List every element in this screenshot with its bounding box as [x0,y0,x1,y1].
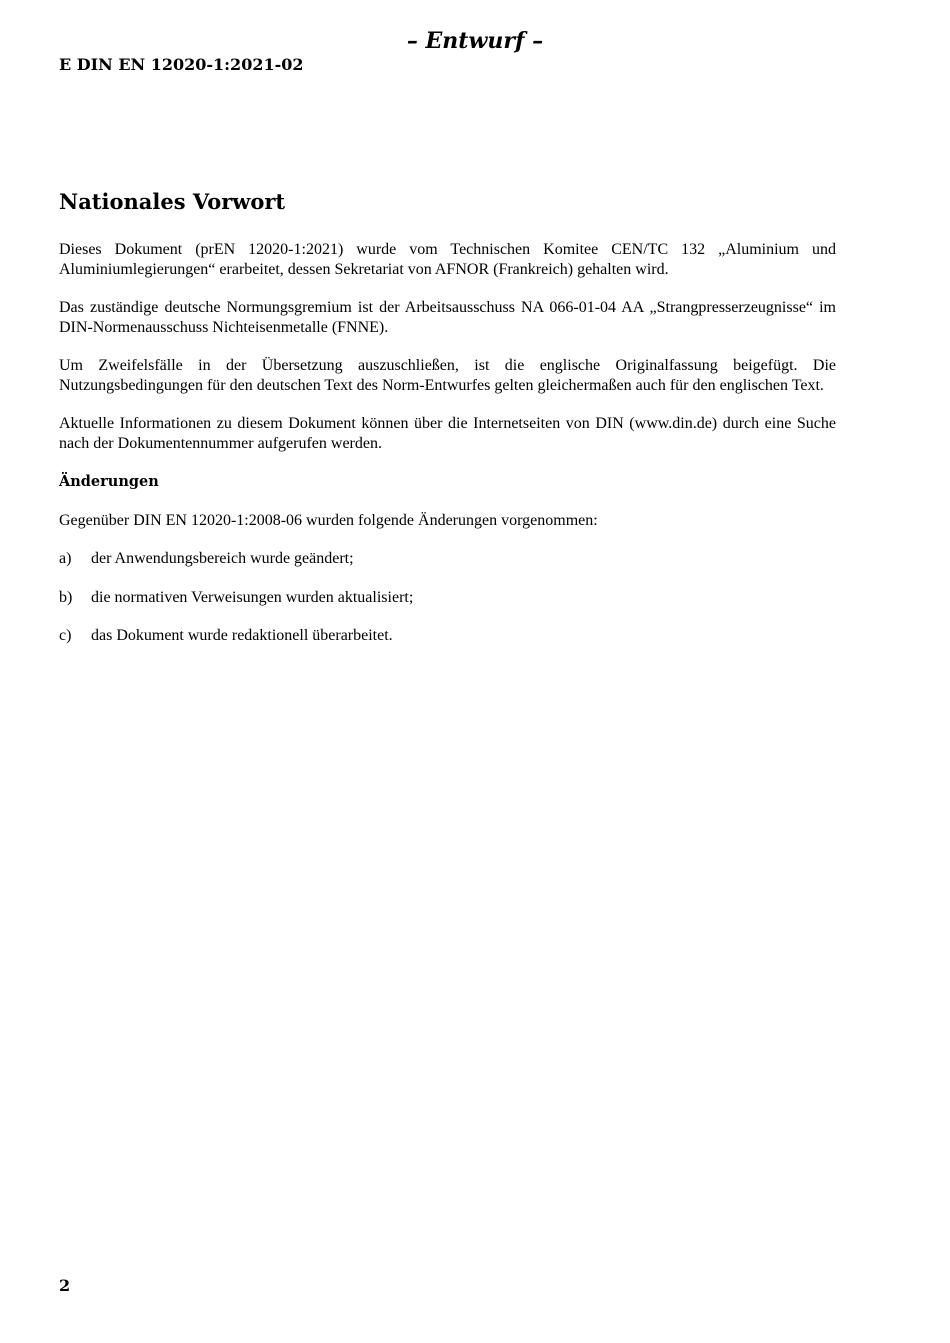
list-item-text: die normativen Verweisungen wurden aktualisiert; [91,588,414,606]
document-id: E DIN EN 12020-1:2021-02 [59,55,304,74]
list-item [59,549,836,569]
list-item-text: das Dokument wurde redaktionell überarbeitet. [91,627,393,644]
changes-title: Änderungen [59,473,159,490]
paragraph-committee: Das zuständige deutsche Normungsgremium ist der Arbeitsausschuss NA 066-01-04 AA „Strangpresserzeugnisse“ im DIN-Normenausschuss Nichteisenmetalle (FNNE). [59,299,836,336]
section-title: Nationales Vorwort [59,189,286,214]
list-marker: c) [59,627,72,644]
list-marker: a) [59,550,72,567]
list-marker: b) [59,588,73,606]
paragraph-translation: Um Zweifelsfälle in der Übersetzung auszuschließen, ist die englische Originalfassung beigefügt. Die Nutzungsbedingungen für den deutschen Text des Norm-Entwurfes gelten gleichermaßen auch für den englischen Text. [59,357,836,394]
paragraph-information: Aktuelle Informationen zu diesem Dokument können über die Internetseiten von DIN (www.din.de) durch eine Suche nach der Dokumentennummer aufgerufen werden. [59,415,836,452]
changes-intro: Gegenüber DIN EN 12020-1:2008-06 wurden folgende Änderungen vorgenommen: [59,511,598,529]
changes-list [59,549,836,646]
list-item [59,588,836,608]
list-item [59,626,836,646]
page-number: 2 [59,1276,71,1295]
list-item-text: der Anwendungsbereich wurde geändert; [91,550,354,567]
paragraph-document-origin: Dieses Dokument (prEN 12020-1:2021) wurde vom Technischen Komitee CEN/TC 132 „Aluminium und Aluminiumlegierungen“ erarbeitet, dessen Sekretariat von AFNOR (Frankreich) gehalten wird. [59,241,836,278]
page-content [59,188,836,665]
draft-watermark-title: – Entwurf – [406,28,544,54]
